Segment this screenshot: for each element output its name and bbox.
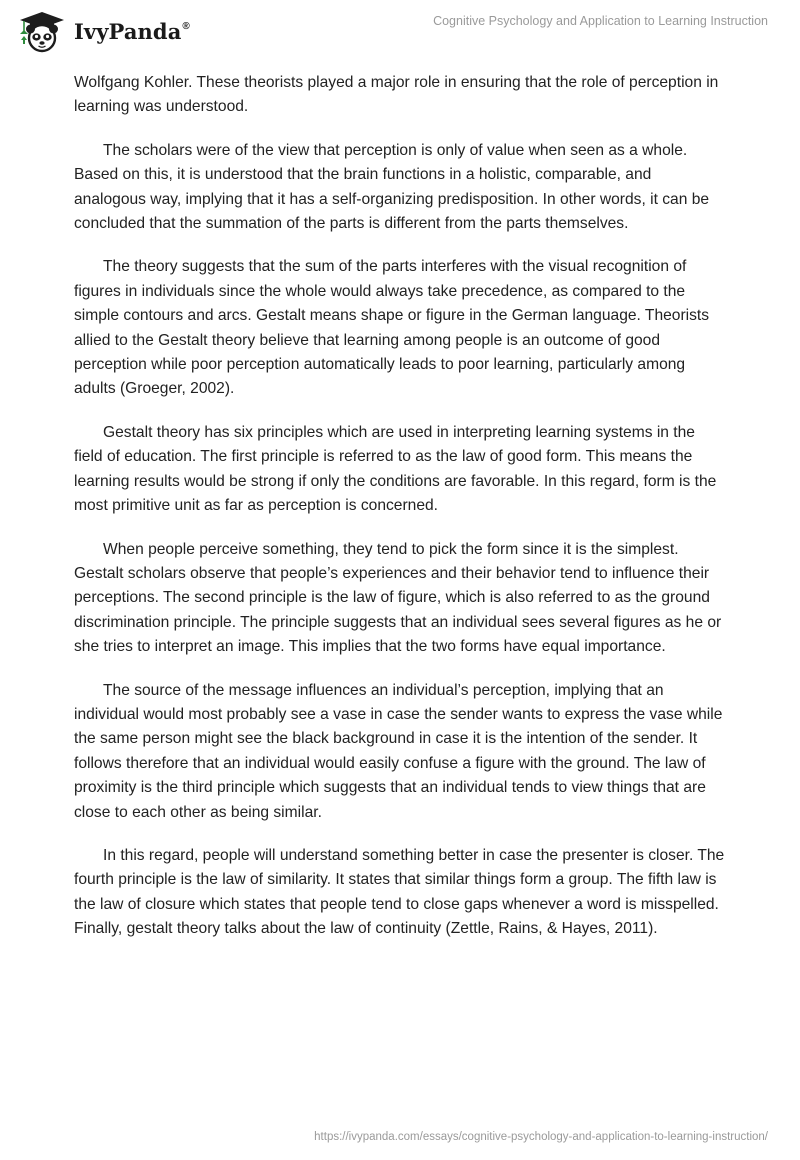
document-title: Cognitive Psychology and Application to Learning Instruction (433, 14, 768, 28)
page-header (0, 0, 800, 60)
ivypanda-logo[interactable] (16, 10, 190, 54)
paragraph: The theory suggests that the sum of the parts interferes with the visual recognition of figures in individuals since the whole would always take precedence, as compared to the simple contours and arcs. Gestalt means shape or figure in the German language. Theorists allied to the Gestalt theory believe that learning among people is an outcome of good perception while poor perception automatically leads to poor learning, particularly among adults (Groeger, 2002). (74, 258, 710, 398)
registered-mark: ® (182, 20, 190, 32)
paragraph: In this regard, people will understand something better in case the presenter is closer. The fourth principle is the law of similarity. It states that similar things form a group. The fifth law is the law of closure which states that people tend to close gaps whenever a word is misspelled. Finally, gestalt theory talks about the law of continuity (Zettle, Rains, & Hayes, 2011). (74, 846, 725, 938)
paragraph: Wolfgang Kohler. These theorists played a major role in ensuring that the role of perception in learning was understood. (74, 74, 719, 116)
paragraph: The scholars were of the view that perception is only of value when seen as a whole. Based on this, it is understood that the brain functions in a holistic, comparable, and analogous way, implying that it has a self-organizing predisposition. In other words, it can be concluded that the summation of the parts is different from the parts themselves. (74, 141, 710, 233)
source-url[interactable]: https://ivypanda.com/essays/cognitive-psychology-and-application-to-learning-instruction/ (314, 1131, 768, 1143)
paragraph: Gestalt theory has six principles which are used in interpreting learning systems in the field of education. The first principle is referred to as the law of good form. This means the learning results would be strong if only the conditions are favorable. In this regard, form is the most primitive unit as far as perception is concerned. (74, 423, 717, 515)
paragraph: The source of the message influences an individual’s perception, implying that an individual would most probably see a vase in case the sender wants to express the vase while the same person might see the black background in case it is the intention of the sender. It follows therefore that an individual would easily confuse a figure with the ground. The law of proximity is the third principle which suggests that an individual tends to view things that are close to each other as being similar. (74, 681, 723, 821)
brand-name: IvyPanda® (74, 18, 190, 44)
essay-body (74, 71, 726, 961)
panda-graduate-icon (16, 10, 68, 54)
paragraph: When people perceive something, they tend to pick the form since it is the simplest. Gestalt scholars observe that people’s experiences and their behavior tend to influence their perceptions. The second principle is the law of figure, which is also referred to as the ground discrimination principle. The principle suggests that an individual sees several figures as he or she tries to interpret an image. This implies that the two forms have equal importance. (74, 540, 722, 656)
